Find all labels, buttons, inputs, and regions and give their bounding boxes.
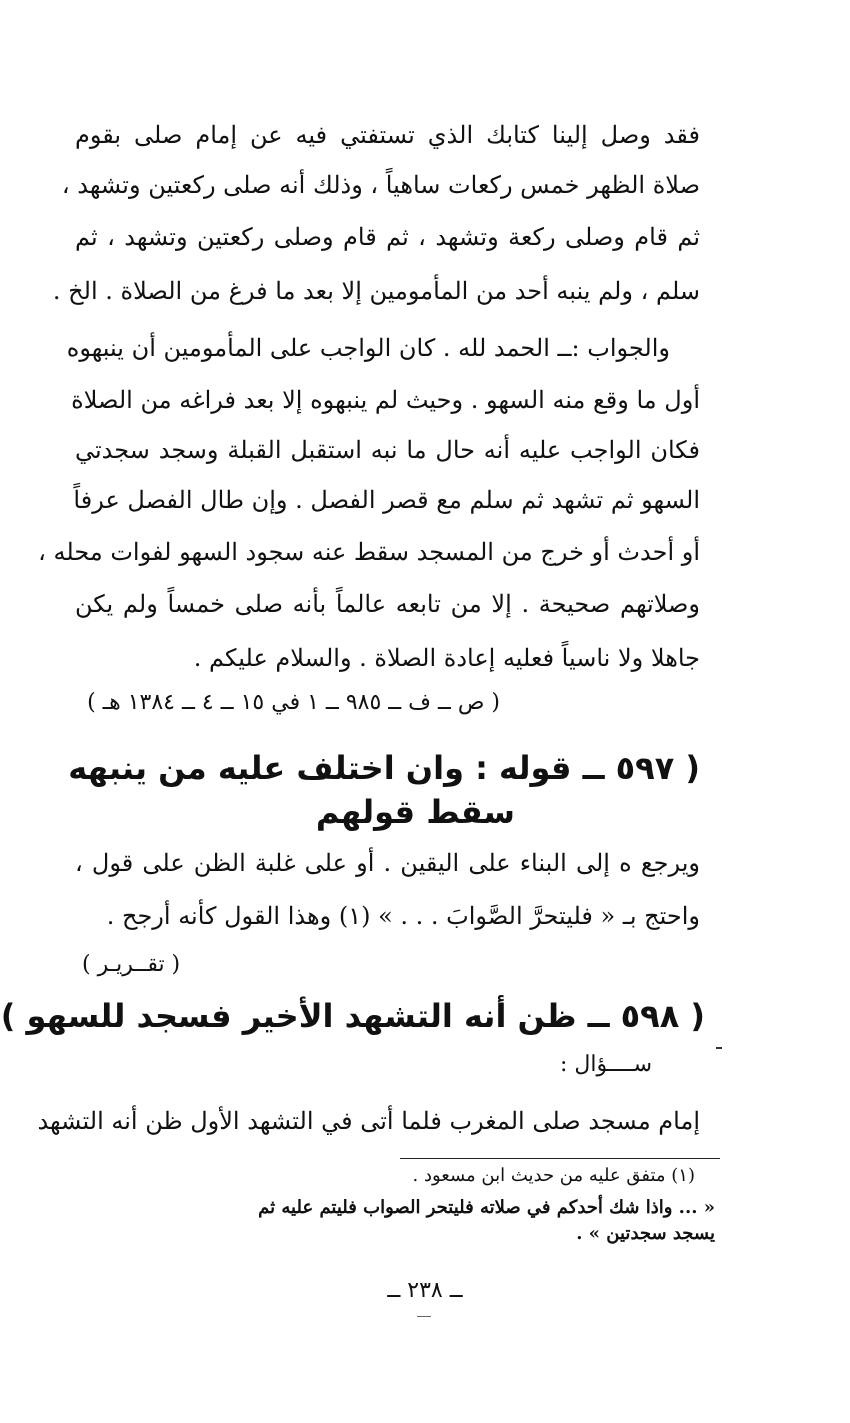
margin-mark bbox=[716, 1047, 722, 1049]
section-heading: ( ٥٩٧ ــ قوله : وان اختلف عليه من ينبهه bbox=[68, 749, 700, 787]
text-line: فقد وصل إلينا كتابك الذي تستفتي فيه عن إمام صلى بقوم bbox=[75, 121, 700, 149]
footnote: « ... واذا شك أحدكم في صلاته فليتحر الصواب فليتم عليه ثم bbox=[258, 1197, 715, 1218]
question-label: ســــؤال : bbox=[560, 1052, 653, 1077]
footnote-divider bbox=[400, 1158, 720, 1159]
fatwa-reference: ( ص ــ ف ــ ٩٨٥ ــ ١ في ١٥ ــ ٤ ــ ١٣٨٤ هـ ) bbox=[87, 690, 500, 715]
text-line: فكان الواجب عليه أنه حال ما نبه استقبل القبلة وسجد سجدتي bbox=[75, 436, 700, 464]
text-line: سلم ، ولم ينبه أحد من المأمومين إلا بعد ما فرغ من الصلاة . الخ . bbox=[52, 277, 700, 305]
source-label: ( تقــريـر ) bbox=[82, 952, 181, 977]
text-line: ويرجع ه إلى البناء على اليقين . أو على غلبة الظن على قول ، bbox=[75, 849, 700, 877]
section-heading: ( ٥٩٨ ــ ظن أنه التشهد الأخير فسجد للسهو ) bbox=[0, 997, 705, 1035]
text-line: واحتج بـ « فليتحرَّ الصَّوابَ . . . » (١) وهذا القول كأنه أرجح . bbox=[106, 902, 700, 930]
text-line: إمام مسجد صلى المغرب فلما أتى في التشهد الأول ظن أنه التشهد bbox=[37, 1107, 700, 1135]
text-line: والجواب :ــ الحمد لله . كان الواجب على المأمومين أن ينبهوه bbox=[66, 334, 670, 362]
footnote: يسجد سجدتين » . bbox=[576, 1223, 715, 1244]
text-line: ثم قام وصلى ركعة وتشهد ، ثم قام وصلى ركعتين وتشهد ، ثم bbox=[75, 223, 700, 251]
text-line: صلاة الظهر خمس ركعات ساهياً ، وذلك أنه صلى ركعتين وتشهد ، bbox=[61, 171, 700, 199]
section-heading-continued: سقط قولهم bbox=[315, 793, 515, 831]
text-line: أول ما وقع منه السهو . وحيث لم ينبهوه إلا بعد فراغه من الصلاة bbox=[71, 386, 700, 414]
text-line: السهو ثم تشهد ثم سلم مع قصر الفصل . وإن طال الفصل عرفاً bbox=[73, 486, 700, 514]
scan-mark bbox=[417, 1316, 431, 1317]
text-line: أو أحدث أو خرج من المسجد سقط عنه سجود السهو لفوات محله ، bbox=[38, 538, 700, 566]
text-line: جاهلا ولا ناسياً فعليه إعادة الصلاة . والسلام عليكم . bbox=[193, 644, 700, 672]
footnote: (١) متفق عليه من حديث ابن مسعود . bbox=[412, 1165, 695, 1186]
text-line: وصلاتهم صحيحة . إلا من تابعه عالماً بأنه صلى خمساً ولم يكن bbox=[75, 590, 700, 618]
page-number: ــ ٢٣٨ ــ bbox=[387, 1278, 463, 1303]
